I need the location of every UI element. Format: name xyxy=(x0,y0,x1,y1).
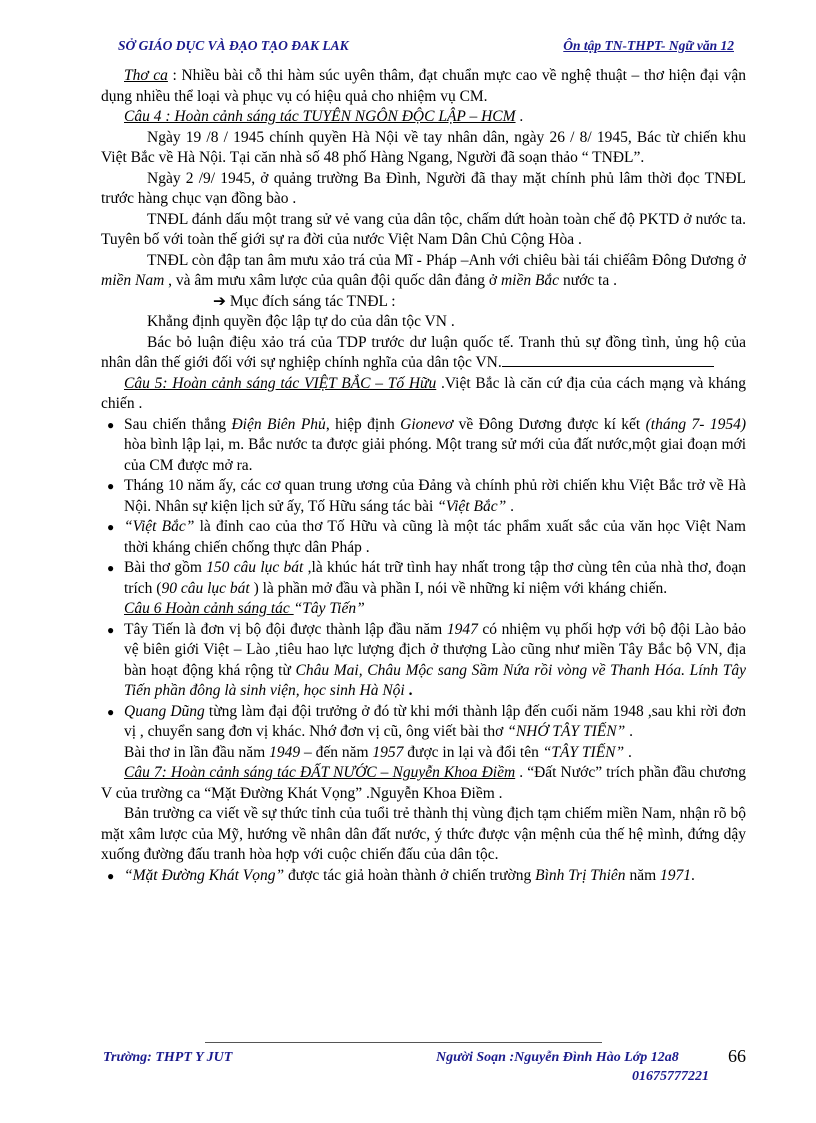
b7-title: “Mặt Đường Khát Vọng” xyxy=(124,866,285,884)
b1-geneva: Gionevơ xyxy=(400,415,454,433)
b5-text: Tây Tiến là đơn vị bộ đội được thành lập đầu năm xyxy=(124,620,447,638)
b1-text: Sau chiến thắng xyxy=(124,415,232,433)
paragraph-c4-2: Ngày 2 /9/ 1945, ở quảng trường Ba Đình, Người đã thay mặt chính phủ lâm thời đọc TNĐL trước hàng chục vạn đồng bào . xyxy=(101,169,746,207)
list-item xyxy=(101,620,746,702)
p6-end: . xyxy=(624,743,632,761)
purpose-label: Mục đích sáng tác TNĐL : xyxy=(226,292,396,310)
list-item xyxy=(101,866,746,887)
list-item xyxy=(101,476,746,517)
p6-year2: 1957 xyxy=(372,743,404,761)
b1-text2: , hiệp định xyxy=(325,415,401,433)
bullet-icon: ● xyxy=(107,479,115,493)
b7-place: Bình Trị Thiên xyxy=(535,866,626,884)
c4-4-text: TNĐL còn đập tan âm mưu xảo trá của Mĩ - Pháp –Anh với chiêu bài tái chiếâm Đông Dương ở xyxy=(147,251,746,269)
list-item xyxy=(101,558,746,599)
question-4-title: Câu 4 : Hoàn cảnh sáng tác TUYÊN NGÔN ĐỘC LẬP – HCM xyxy=(124,108,516,125)
b1-text4: hòa bình lập lại, m. Bắc nước ta được giải phóng. Một trang sử mới của đất nước,một giai đoạn mới của CM được mở ra. xyxy=(124,436,746,474)
b1-text3: về Đông Dương được kí kết xyxy=(453,415,646,433)
b5-text2: có nhiệm vụ phối hợp với bộ đội Lào bảo vệ biên giới Việt – Lào ,tiêu hao lực lượng địch ở thượng Lào cũng như miền Tây Bắc bộ VN, địa bàn hoạt động khá rộng từ xyxy=(124,620,746,679)
b4-text3: ) là phần mở đầu và phần I, nói về những kỉ niệm với kháng chiến. xyxy=(249,579,668,597)
b5-places: Châu Mai, Châu Mộc sang Sầm Nứa rồi vòng về Thanh Hóa. Lính Tây Tiến phần đông là sinh viện, học sinh Hà Nội xyxy=(124,661,746,699)
b2-text2: . xyxy=(506,497,514,515)
b2-title: “Việt Bắc” xyxy=(437,497,507,515)
question-4-suffix: . xyxy=(515,108,524,125)
b3-text: là đỉnh cao của thơ Tố Hữu và cũng là một tác phẩm xuất sắc của văn học Việt Nam thời kháng chiến chống thực dân Pháp . xyxy=(124,518,746,556)
question-4-heading xyxy=(101,107,746,128)
purpose-heading xyxy=(101,292,746,313)
list-item xyxy=(101,702,746,743)
p6-text3: được in lại và đổi tên xyxy=(403,743,543,761)
header-subject: Ôn tập TN-THPT- Ngữ văn 12 xyxy=(563,38,734,53)
b3-title: “Việt Bắc” xyxy=(124,518,195,535)
b1-date: (tháng 7- 1954) xyxy=(645,415,746,433)
bullet-icon: ● xyxy=(107,520,115,534)
p6-text: Bài thơ in lần đầu năm xyxy=(124,743,270,761)
b6-text: từng làm đại đội trưởng ở đó từ khi mới thành lập đến cuối năm 1948 ,sau khi rời đơn vị , chuyển sang đơn vị khác. Nhớ đơn vị cũ, ông viết bài thơ xyxy=(124,702,746,740)
bullet-icon: ● xyxy=(107,561,115,575)
b7-end: . xyxy=(691,866,695,884)
b5-end: . xyxy=(404,682,413,699)
paragraph-poetry xyxy=(101,66,746,107)
question-7-title: Câu 7: Hoàn cảnh sáng tác ĐẤT NƯỚC – Nguyễn Khoa Điềm xyxy=(124,764,516,781)
b7-text2: năm xyxy=(625,866,660,884)
purpose-item-2-text: Bác bỏ luận điệu xảo trá của TDP trước dư luận quốc tế. Tranh thủ sự đồng tình, ủng hộ của nhân dân thế giới đối với sự nghiệp chính nghĩa của dân tộc VN. xyxy=(101,333,746,371)
c4-4-north: miền Bắc xyxy=(500,272,560,289)
paragraph-c4-4 xyxy=(101,251,746,292)
b6-author: Quang Dũng xyxy=(124,702,205,720)
b4-count: 150 câu lục bát xyxy=(206,559,304,576)
purpose-item-1: Khẳng định quyền độc lập tự do của dân tộc VN . xyxy=(147,313,455,330)
question-5-suffix: .Việt Bắc là căn cứ địa của cách mạng và kháng chiến . xyxy=(101,374,746,412)
footer-author: Người Soạn :Nguyễn Đình Hào Lớp 12a8 xyxy=(436,1050,679,1065)
b6-end: . xyxy=(625,723,633,740)
arrow-icon: ➔ xyxy=(213,292,226,310)
bullet-icon: ● xyxy=(107,704,115,719)
b4-count2: 90 câu lục bát xyxy=(161,579,250,597)
page-number: 66 xyxy=(728,1046,746,1066)
list-item xyxy=(101,415,746,477)
question-6-title: Câu 6 Hoàn cảnh sáng tác xyxy=(124,600,294,617)
b1-dbp: Điện Biên Phủ xyxy=(231,415,326,433)
p6-title: “TÂY TIẾN” xyxy=(542,743,625,761)
paragraph-c7-1: Bản trường ca viết về sự thức tỉnh của tuổi trẻ thành thị vùng địch tạm chiếm miền Nam, nhận rõ bộ mặt xâm lược của Mỹ, hướng về nhân dân đất nước, ý thức được vận mệnh của thế hệ mình, đứng dậy xuống đường đấu tranh hòa hợp với cuộc chiến đấu của dân tộc. xyxy=(101,805,746,863)
paragraph-publication xyxy=(101,743,746,764)
footer-phone: 01675777221 xyxy=(632,1069,709,1084)
purpose-item-2 xyxy=(101,333,746,374)
question-5-heading xyxy=(101,374,746,415)
b2-text: Tháng 10 năm ấy, các cơ quan trung ương của Đảng và chính phủ rời chiến khu Việt Bắc trở về Hà Nội. Nhân sự kiện lịch sử ấy, Tố Hữu sáng tác bài xyxy=(124,477,746,515)
p6-text2: – đến năm xyxy=(300,743,373,761)
question-7-heading xyxy=(101,763,746,804)
bullet-icon: ● xyxy=(107,868,115,883)
document-body xyxy=(101,66,746,886)
question-7-suffix: . “Đất Nước” trích phần đầu chương V của trường ca “Mặt Đường Khát Vọng” .Nguyễn Khoa Điềm . xyxy=(101,764,747,802)
b6-title: “NHỚ TÂY TIẾN” xyxy=(507,723,626,740)
list-item xyxy=(101,517,746,558)
b7-year: 1971 xyxy=(660,866,691,884)
b4-text: Bài thơ gồm xyxy=(124,559,207,576)
b4-text2: ,là khúc hát trữ tình hay nhất trong tập thơ cùng tên của nhà thơ, đoạn trích ( xyxy=(124,559,747,597)
paragraph-c4-1: Ngày 19 /8 / 1945 chính quyền Hà Nội về tay nhân dân, ngày 26 / 8/ 1945, Bác từ chiến khu Việt Bắc về Hà Nội. Tại căn nhà số 48 phố Hàng Ngang, Người đã soạn thảo “ TNĐL”. xyxy=(101,128,746,166)
bullet-icon: ● xyxy=(107,417,115,432)
c4-4-south: miền Nam xyxy=(101,272,165,289)
b5-year: 1947 xyxy=(446,620,478,638)
paragraph-c4-3: TNĐL đánh dấu một trang sử vẻ vang của dân tộc, chấm dứt hoàn toàn chế độ PKTD ở nước ta. Tuyên bố với toàn thế giới sự ra đời của nước Việt Nam Dân Chủ Cộng Hòa . xyxy=(101,210,746,248)
question-5-title: Câu 5: Hoàn cảnh sáng tác VIỆT BẮC – Tố Hữu xyxy=(124,374,437,392)
p6-year1: 1949 xyxy=(269,743,301,761)
c4-4-text2: , và âm mưu xâm lược của quân đội quốc dân đảng ở xyxy=(164,272,501,289)
poetry-text: : Nhiều bài cỗ thi hàm súc uyên thâm, đạt chuẩn mực cao về nghệ thuật – thơ hiện đại vận dụng nhiều thể loại và phục vụ có hiệu quả cho nhiệm vụ CM. xyxy=(101,67,746,105)
bullet-icon: ● xyxy=(107,622,115,637)
purpose-underline xyxy=(502,366,714,367)
header-department: SỞ GIÁO DỤC VÀ ĐẠO TẠO ĐAK LAK xyxy=(118,38,349,53)
footer-divider xyxy=(205,1042,602,1043)
footer-school: Trường: THPT Y JUT xyxy=(103,1050,233,1065)
poetry-label: Thơ ca xyxy=(124,67,168,84)
question-6-quote: “Tây Tiến” xyxy=(293,600,365,617)
b7-text: được tác giả hoàn thành ở chiến trường xyxy=(284,866,536,884)
question-6-heading xyxy=(101,599,746,620)
c4-4-text3: nước ta . xyxy=(559,272,617,289)
